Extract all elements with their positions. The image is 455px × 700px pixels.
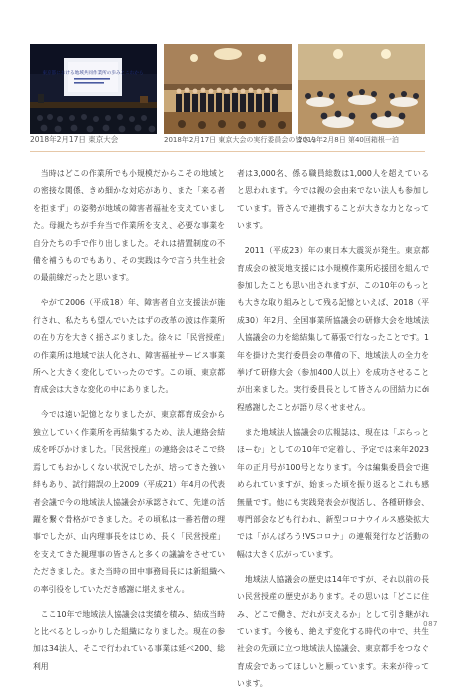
paragraph: 2011（平成23）年の東日本大震災が発生。東京都育成会の被災地支援には小規模作業所応援団を組んで参加したことも思い出されますが、この10年のもっとも大きな取り組みとして残る記憶といえば、2018（平成30）年2月、全国事業所協議会の研修大会を地域法人協議会の力を総結集して幕張で行なったことです。1年を掛けた実行委員会の準備の下、地域法人の全力を挙げて研修大会（参加400人以上）を成功させることが出来ました。実行委員長として皆さんの団結力にới程感謝したことが語り尽くせません。	[237, 246, 429, 412]
conference-hall-image	[30, 44, 157, 134]
photo-tokyo-conference	[30, 44, 157, 134]
section-divider	[30, 151, 425, 152]
photo-hakone-retreat	[298, 44, 425, 134]
photo-caption: 2019年2月8日 第40回箱根一泊	[298, 136, 399, 144]
group-photo-image	[164, 44, 292, 134]
paragraph: 者は3,000名、係る職員総数は1,000人を超えていると思われます。今では親の会由来でない法人も参加しています。皆さんで連携することが大きな力となっています。	[237, 169, 429, 231]
banquet-hall-image	[298, 44, 425, 134]
photo-caption: 2018年2月17日 東京大会の実行委員会の皆さん	[164, 136, 317, 144]
paragraph: また地域法人協議会の広報誌は、現在は「ぷらっとほーむ」としての10年で定着し、予定では来年2023年の正月号が100号となります。今は編集委員会で進められていますが、始まった頃を振り返るとこれも感無量です。他にも実践発表会が復活し、各種研修会、専門部会なども行われ、新型コロナウイルス感染拡大では「がんばろう!VSコロナ」の連報発行など活動の幅は大きく広がっています。	[237, 427, 429, 559]
page-number: 087	[423, 620, 438, 628]
text-column-left	[33, 165, 225, 683]
photo-organizing-committee	[164, 44, 292, 134]
slide-title: 東京都における地域共同作業所の歩みとこれから	[42, 71, 144, 76]
paragraph: 当時はどこの作業所でも小規模だからこその地域との密接な関係、きめ細かな対応があり、また「来る者を拒まず」の姿勢が地域の障害者福祉を支えていました。母親たちが手弁当で作業所を支え、必要な事業を自分たちの手で作り出しました。それは措置制度の不備を補うものでもあり、その実践は今で言う共生社会の最前線だったと思います。	[33, 169, 225, 283]
paragraph: やがて2006（平成18）年、障害者自立支援法が施行され、私たちも望んでいたはずの改革の波は作業所の在り方を大きく揺さぶりました。徐々に「民営授産」の作業所は地域で法人化され、障害福祉サービス事業所へと大きく変化していったのです。この頃、東京都育成会は大きな変化の中にありました。	[33, 298, 225, 395]
text-column-right	[237, 165, 429, 700]
photo-caption: 2018年2月17日 東京大会	[30, 135, 119, 144]
paragraph: 地域法人協議会の歴史は14年ですが、それ以前の長い民営授産の歴史があります。その思いは「どこに住み、どこで働き、だれが支えるか」として引き継がれています。今後も、絶えず変化する時代の中で、共生社会の先頭に立つ地域法人協議会、東京都手をつなぐ育成会であってほしいと願っています。未来が待っています。	[237, 574, 429, 689]
paragraph: 今では遠い記憶となりましたが、東京都育成会から独立していく作業所を再結集するため、法人連絡会結成を呼びかけました。「民営授産」の連絡会はそこで終焉してもおかしくない状況でしたが、培ってきた強い絆もあり、試行錯誤の上2009（平成21）年4月の代表者会議で今の地域法人協議会が承認されて、先達の活躍を繋ぐ骨格ができました。その頃私は一番若僧の理事でしたが、山内理事長をはじめ、長く「民営授産」を支えてきた親理事の皆さんと多くの議論をさせていただきました。また当時の田中事務局長には新組織への率引役をしていただき感謝に堪えません。	[33, 410, 225, 594]
paragraph: ここ10年で地域法人協議会は実績を積み、結成当時と比べるとしっかりした組織になりました。現在の参加は34法人、そこで行われている事業は延べ200、総利用	[33, 609, 225, 671]
